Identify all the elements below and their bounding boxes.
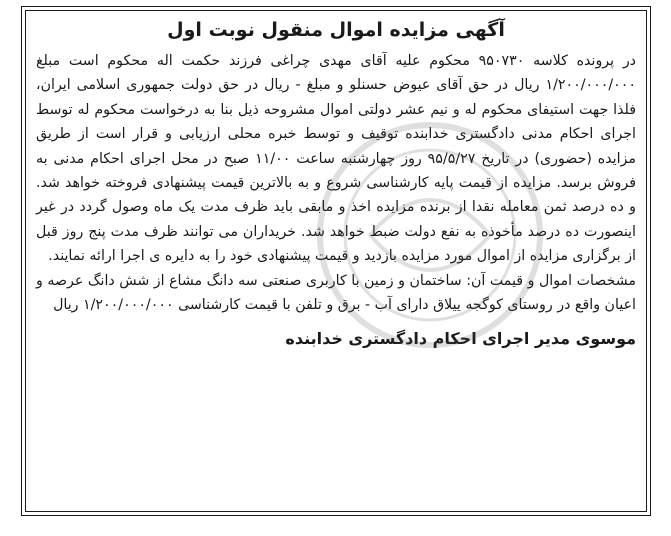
notice-inner-frame xyxy=(25,10,647,512)
notice-body-paragraph: در پرونده کلاسه ۹۵۰۷۳۰ محکوم علیه آقای مهدی چراغی فرزند حکمت اله محکوم است مبلغ ۱/۲۰۰/۰۰۰/۰۰۰ ریال در حق آقای عیوض حسنلو و مبلغ - ریال در حق دولت جمهوری اسلامی ایران، فلذا جهت استیفای محکوم له و نیم عشر دولتی اموال مشروحه ذیل بنا به درخواست محکوم له توسط اجرای احکام مدنی دادگستری خدابنده توقیف و توسط خبره محلی ارزیابی و قرار است از طریق مزایده (حضوری) در تاریخ ۹۵/۵/۲۷ روز چهارشنبه ساعت ۱۱/۰۰ صبح در محل اجرای احکام مدنی به فروش برسد. مزایده از قیمت پایه کارشناسی شروع و به بالاترین قیمت پیشنهادی فروخته خواهد شد. و ده درصد ثمن معامله نقدا از برنده مزایده اخذ و مابقی باید ظرف مدت یک ماه وصول گردد در غیر اینصورت ده درصد مأخوذه به نفع دولت ضبط خواهد شد. خریداران می توانند ظرف مدت پنج روز قبل از برگزاری مزایده از اموال مورد مزایده بازدید و قیمت پیشنهادی خود را به دایره ی اجرا ارائه نمایند. xyxy=(36,53,636,265)
notice-signature: موسوی مدیر اجرای احکام دادگستری خدابنده xyxy=(285,329,636,349)
notice-title: آگهی مزایده اموال منقول نوبت اول xyxy=(167,19,505,41)
auction-notice xyxy=(36,15,636,353)
notice-frame xyxy=(21,6,651,516)
property-description-paragraph: مشخصات اموال و قیمت آن: ساختمان و زمین با کاربری صنعتی سه دانگ مشاع از شش دانگ عرصه و اعیان واقع در روستای کوگجه ییلاق دارای آب - برق و تلفن با قیمت کارشناسی ۱/۲۰۰/۰۰۰/۰۰۰ ریال xyxy=(36,272,636,314)
